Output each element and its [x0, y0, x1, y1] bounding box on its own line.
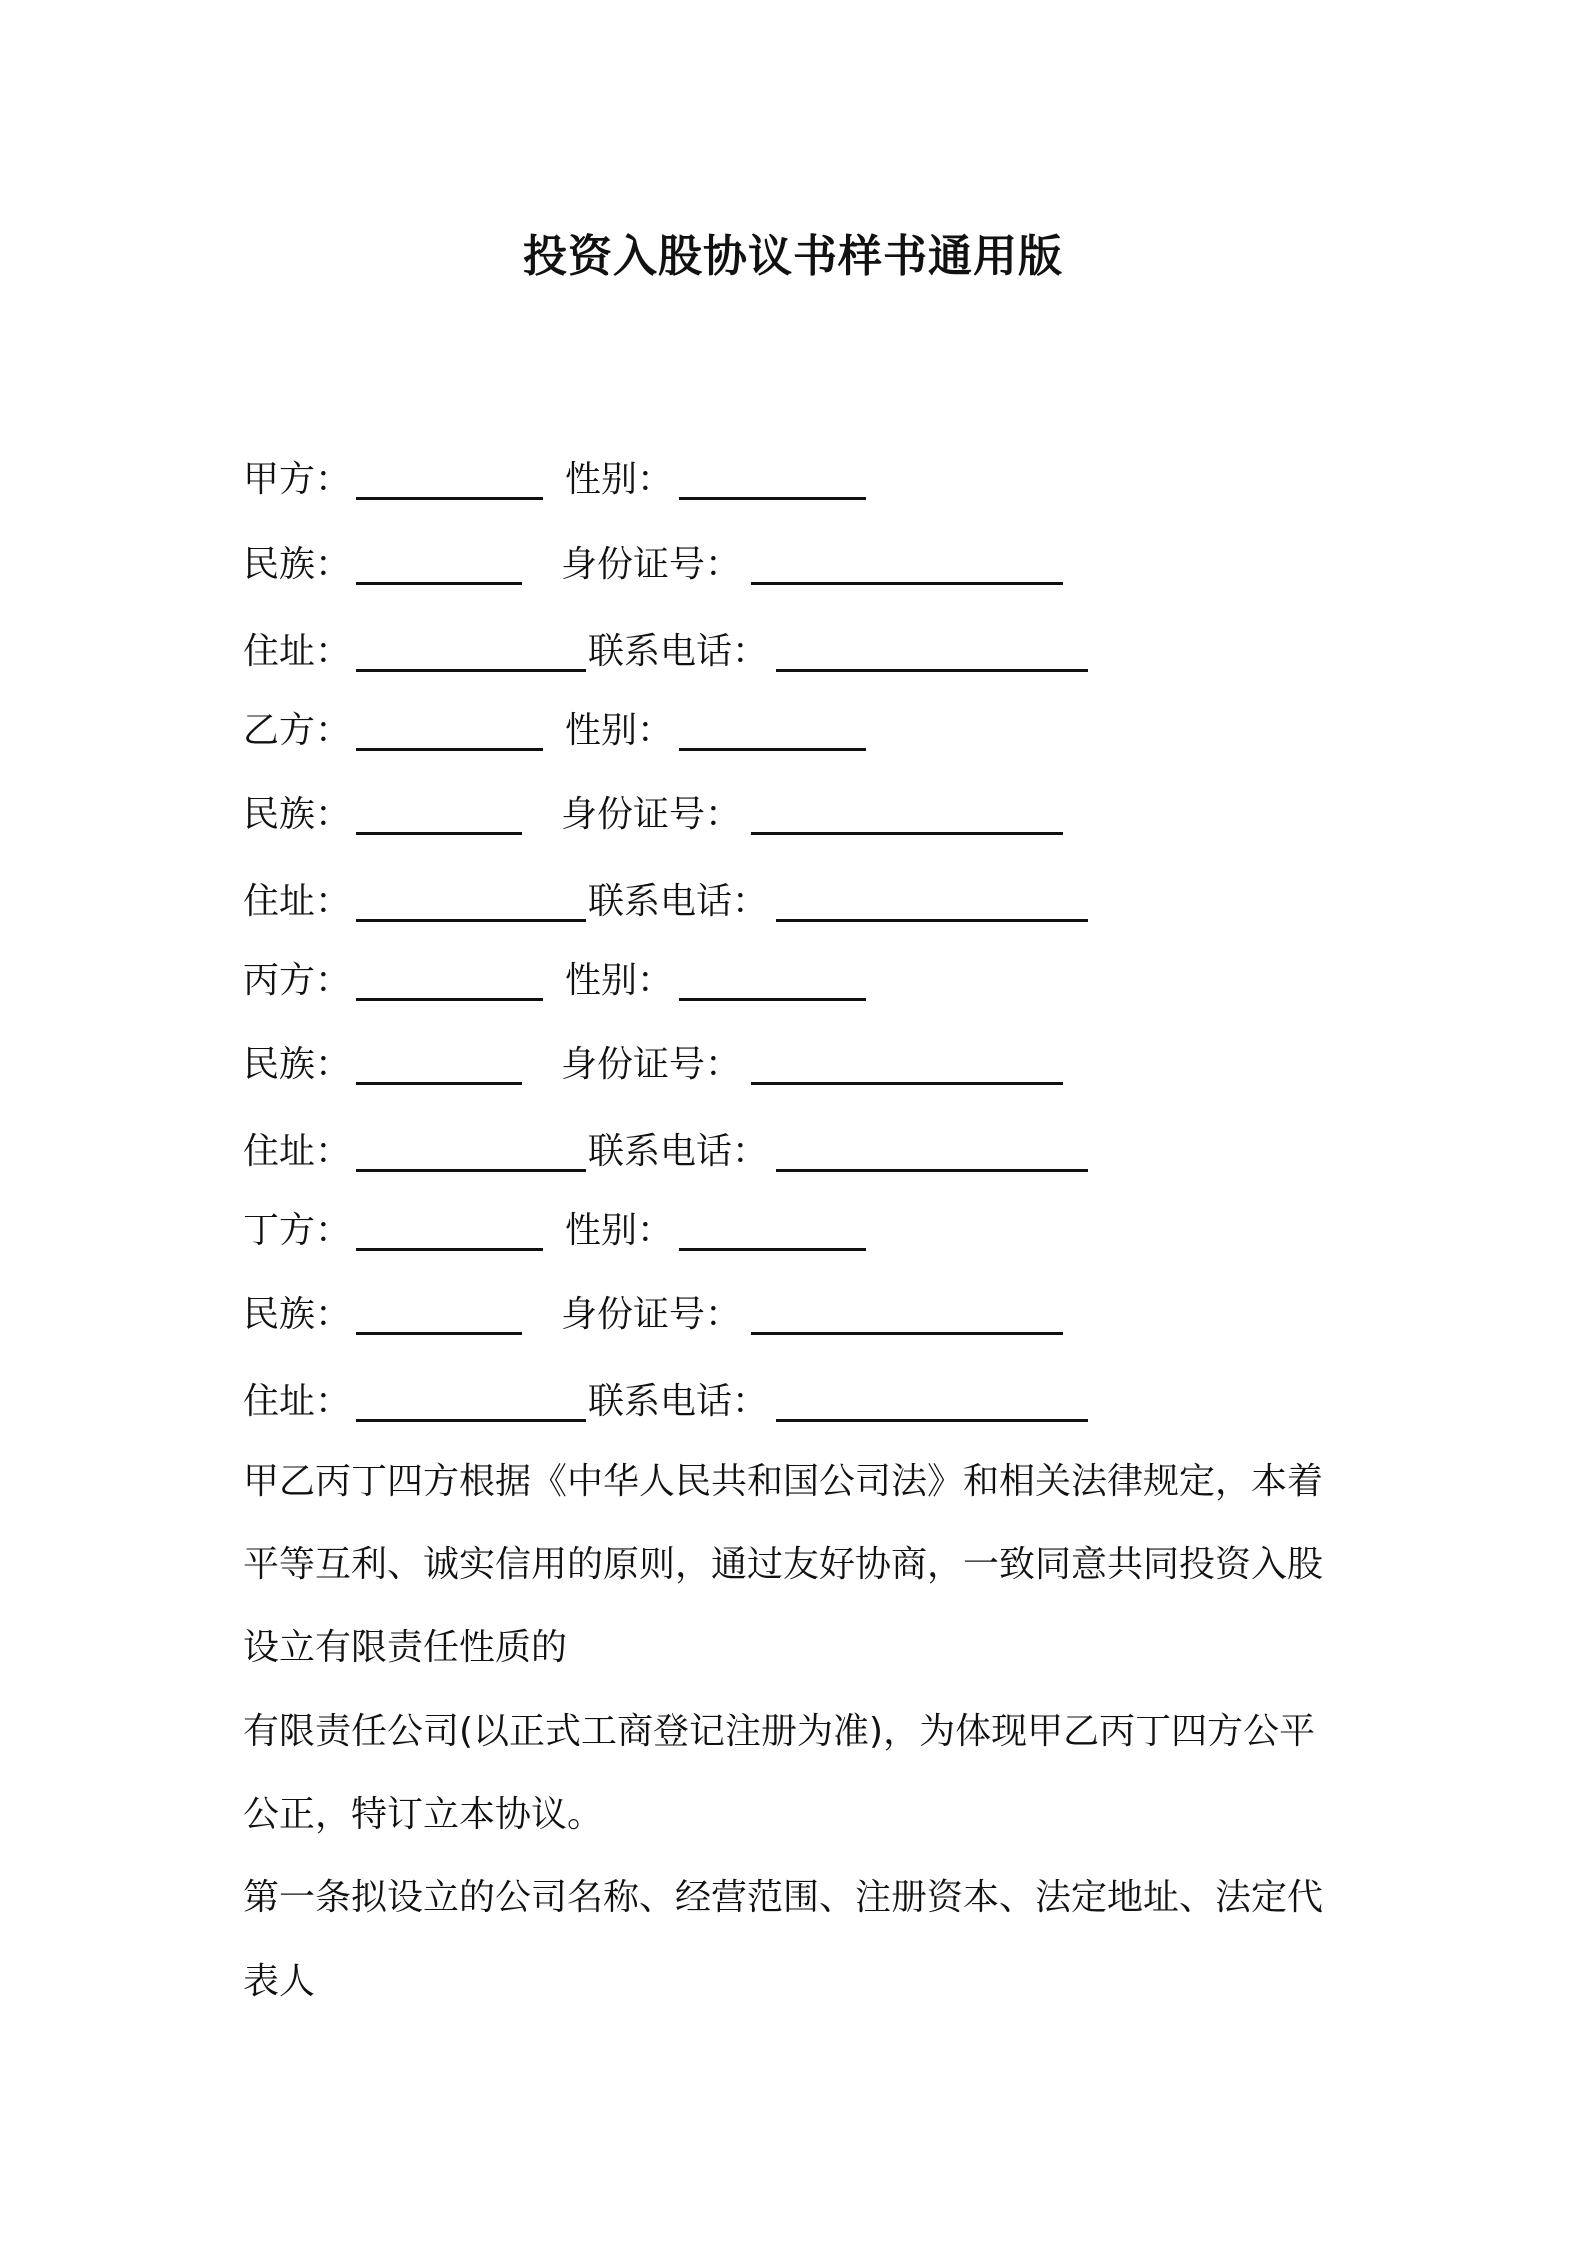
party-b-phone-label: 联系电话：: [588, 881, 769, 922]
party-a-id-label: 身份证号：: [561, 544, 742, 585]
party-b-gender-label: 性别：: [565, 710, 674, 751]
body-line: 平等互利、诚实信用的原则，通过友好协商，一致同意共同投资入股: [243, 1544, 1324, 1585]
party-d-gender-blank[interactable]: [679, 1248, 866, 1251]
party-a-ethnicity-label: 民族：: [243, 544, 352, 585]
body-line: 公正，特订立本协议。: [243, 1794, 604, 1835]
body-line: 有限责任公司(以正式工商登记注册为准)，为体现甲乙丙丁四方公平: [243, 1711, 1316, 1752]
party-b-name-blank[interactable]: [356, 748, 543, 751]
party-b-phone-blank[interactable]: [776, 919, 1088, 922]
body-line: 设立有限责任性质的: [243, 1627, 568, 1668]
page-title: 投资入股协议书样书通用版: [523, 231, 1063, 282]
party-d-phone-blank[interactable]: [776, 1419, 1088, 1422]
party-a-gender-label: 性别：: [565, 459, 674, 500]
party-a-gender-blank[interactable]: [679, 497, 866, 500]
party-a-phone-blank[interactable]: [776, 669, 1088, 672]
party-a-ethnicity-blank[interactable]: [356, 582, 522, 585]
party-c-phone-blank[interactable]: [776, 1169, 1088, 1172]
party-d-name-blank[interactable]: [356, 1248, 543, 1251]
party-c-phone-label: 联系电话：: [588, 1131, 769, 1172]
party-d-gender-label: 性别：: [565, 1210, 674, 1251]
party-c-ethnicity-blank[interactable]: [356, 1082, 522, 1085]
party-b-ethnicity-label: 民族：: [243, 794, 352, 835]
party-d-ethnicity-blank[interactable]: [356, 1332, 522, 1335]
party-c-gender-blank[interactable]: [679, 998, 866, 1001]
party-d-address-label: 住址：: [243, 1381, 352, 1422]
party-a-id-blank[interactable]: [751, 582, 1063, 585]
party-a-address-blank[interactable]: [356, 669, 586, 672]
party-d-id-blank[interactable]: [751, 1332, 1063, 1335]
party-b-ethnicity-blank[interactable]: [356, 832, 522, 835]
party-c-label: 丙方：: [243, 960, 352, 1001]
party-d-phone-label: 联系电话：: [588, 1381, 769, 1422]
article-1-heading: 第一条拟设立的公司名称、经营范围、注册资本、法定地址、法定代: [243, 1877, 1324, 1918]
party-a-phone-label: 联系电话：: [588, 631, 769, 672]
party-b-address-blank[interactable]: [356, 919, 586, 922]
party-d-label: 丁方：: [243, 1210, 352, 1251]
body-line: 表人: [243, 1961, 316, 2002]
body-line: 甲乙丙丁四方根据《中华人民共和国公司法》和相关法律规定，本着: [243, 1461, 1324, 1502]
party-b-gender-blank[interactable]: [679, 748, 866, 751]
party-b-id-label: 身份证号：: [561, 794, 742, 835]
party-b-address-label: 住址：: [243, 881, 352, 922]
party-a-label: 甲方：: [243, 459, 352, 500]
party-a-address-label: 住址：: [243, 631, 352, 672]
party-c-address-blank[interactable]: [356, 1169, 586, 1172]
party-d-ethnicity-label: 民族：: [243, 1294, 352, 1335]
party-c-ethnicity-label: 民族：: [243, 1044, 352, 1085]
party-b-id-blank[interactable]: [751, 832, 1063, 835]
party-a-name-blank[interactable]: [356, 497, 543, 500]
party-d-id-label: 身份证号：: [561, 1294, 742, 1335]
party-c-id-blank[interactable]: [751, 1082, 1063, 1085]
party-b-label: 乙方：: [243, 710, 352, 751]
party-c-address-label: 住址：: [243, 1131, 352, 1172]
party-c-name-blank[interactable]: [356, 998, 543, 1001]
party-c-gender-label: 性别：: [565, 960, 674, 1001]
party-c-id-label: 身份证号：: [561, 1044, 742, 1085]
party-d-address-blank[interactable]: [356, 1419, 586, 1422]
